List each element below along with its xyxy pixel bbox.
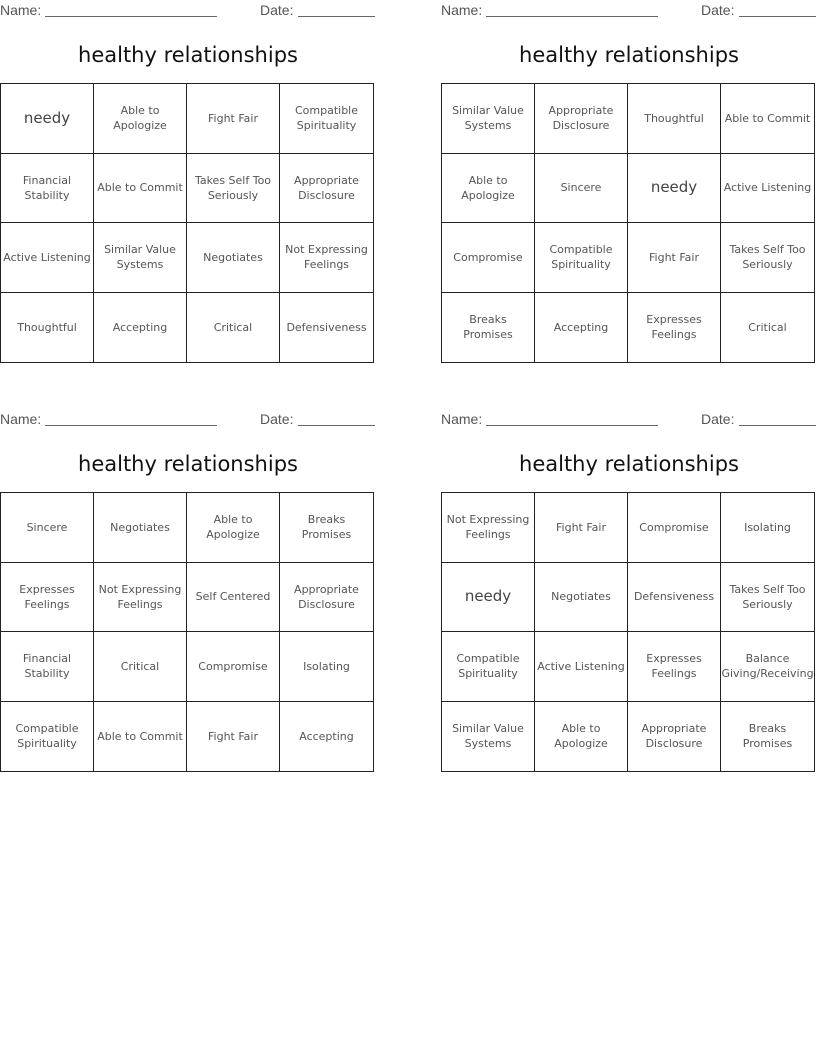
name-blank-line xyxy=(486,16,658,17)
bingo-cell: needy xyxy=(1,84,94,154)
date-blank-line xyxy=(298,16,375,17)
bingo-cell: Able to Apologize xyxy=(535,702,628,772)
bingo-cell: Expresses Feelings xyxy=(1,563,94,633)
bingo-cell: Takes Self Too Seriously xyxy=(187,154,280,224)
bingo-cell: Compromise xyxy=(442,223,535,293)
name-label: Name: xyxy=(441,411,483,427)
bingo-cell: Compromise xyxy=(187,632,280,702)
name-blank-line xyxy=(486,425,658,426)
card-title: healthy relationships xyxy=(78,452,298,476)
bingo-cell: Able to Commit xyxy=(721,84,814,154)
bingo-cell: Fight Fair xyxy=(187,702,280,772)
bingo-cell: Not Expressing Feelings xyxy=(442,493,535,563)
date-blank-line xyxy=(739,16,816,17)
bingo-cell: Not Expressing Feelings xyxy=(94,563,187,633)
bingo-cell: Negotiates xyxy=(94,493,187,563)
bingo-cell: Able to Apologize xyxy=(187,493,280,563)
bingo-cell: Active Listening xyxy=(535,632,628,702)
bingo-cell: needy xyxy=(628,154,721,224)
bingo-cell: Appropriate Disclosure xyxy=(280,563,373,633)
bingo-cell: Balance Giving/Receiving xyxy=(721,632,814,702)
card-header xyxy=(0,411,376,429)
bingo-cell: Compatible Spirituality xyxy=(535,223,628,293)
card-header xyxy=(0,2,376,20)
card-title: healthy relationships xyxy=(519,43,739,67)
date-label: Date: xyxy=(260,2,294,18)
bingo-cell: needy xyxy=(442,563,535,633)
card-header xyxy=(441,2,816,20)
name-blank-line xyxy=(45,425,217,426)
date-label: Date: xyxy=(701,411,735,427)
bingo-cell: Expresses Feelings xyxy=(628,632,721,702)
bingo-cell: Compatible Spirituality xyxy=(1,702,94,772)
bingo-cell: Similar Value Systems xyxy=(94,223,187,293)
date-label: Date: xyxy=(701,2,735,18)
bingo-card-4 xyxy=(441,409,816,779)
bingo-cell: Sincere xyxy=(1,493,94,563)
bingo-cell: Financial Stability xyxy=(1,154,94,224)
bingo-grid xyxy=(441,492,815,772)
bingo-cell: Sincere xyxy=(535,154,628,224)
bingo-cell: Fight Fair xyxy=(187,84,280,154)
bingo-grid xyxy=(0,83,374,363)
bingo-cell: Defensiveness xyxy=(286,320,367,334)
bingo-cell: Able to Apologize xyxy=(442,154,535,224)
bingo-cell: Compromise xyxy=(628,493,721,563)
bingo-cell: Critical xyxy=(94,632,187,702)
card-title: healthy relationships xyxy=(519,452,739,476)
bingo-cell: Accepting xyxy=(535,293,628,363)
bingo-cell: Financial Stability xyxy=(1,632,94,702)
card-header xyxy=(441,411,816,429)
bingo-card-1 xyxy=(0,0,376,370)
bingo-cell: Able to Commit xyxy=(94,702,187,772)
bingo-cell: Accepting xyxy=(299,729,354,743)
bingo-cell: Compatible Spirituality xyxy=(442,632,535,702)
bingo-cell: Takes Self Too Seriously xyxy=(721,223,814,293)
bingo-cell: Takes Self Too Seriously xyxy=(721,563,814,633)
name-label: Name: xyxy=(0,411,42,427)
bingo-cell: Negotiates xyxy=(187,223,280,293)
date-label: Date: xyxy=(260,411,294,427)
bingo-cell: Able to Apologize xyxy=(94,84,187,154)
bingo-cell: Active Listening xyxy=(1,223,94,293)
bingo-card-2 xyxy=(441,0,816,370)
date-blank-line xyxy=(298,425,375,426)
bingo-cell: Appropriate Disclosure xyxy=(280,154,373,224)
bingo-cell: Breaks Promises xyxy=(280,493,373,563)
bingo-cell: Critical xyxy=(748,320,787,334)
bingo-cell: Appropriate Disclosure xyxy=(535,84,628,154)
name-label: Name: xyxy=(0,2,42,18)
bingo-cell: Compatible Spirituality xyxy=(280,84,373,154)
bingo-cell: Appropriate Disclosure xyxy=(628,702,721,772)
bingo-cell: Fight Fair xyxy=(535,493,628,563)
bingo-cell: Accepting xyxy=(94,293,187,363)
bingo-cell: Thoughtful xyxy=(1,293,94,363)
bingo-card-3 xyxy=(0,409,376,779)
bingo-cell: Breaks Promises xyxy=(742,722,793,751)
name-label: Name: xyxy=(441,2,483,18)
bingo-cell: Defensiveness xyxy=(628,563,721,633)
bingo-grid xyxy=(441,83,815,363)
bingo-cell: Active Listening xyxy=(721,154,814,224)
bingo-cell: Fight Fair xyxy=(628,223,721,293)
bingo-cell: Expresses Feelings xyxy=(628,293,721,363)
card-title: healthy relationships xyxy=(78,43,298,67)
bingo-cell: Not Expressing Feelings xyxy=(280,223,373,293)
bingo-cell: Negotiates xyxy=(535,563,628,633)
name-blank-line xyxy=(45,16,217,17)
bingo-cell: Isolating xyxy=(280,632,373,702)
bingo-grid xyxy=(0,492,374,772)
bingo-cell: Able to Commit xyxy=(94,154,187,224)
bingo-cell: Similar Value Systems xyxy=(442,702,535,772)
bingo-cell: Thoughtful xyxy=(628,84,721,154)
date-blank-line xyxy=(739,425,816,426)
bingo-cell: Breaks Promises xyxy=(442,293,535,363)
bingo-cell: Isolating xyxy=(721,493,814,563)
bingo-cell: Similar Value Systems xyxy=(442,84,535,154)
bingo-cell: Self Centered xyxy=(187,563,280,633)
bingo-cell: Critical xyxy=(187,293,280,363)
